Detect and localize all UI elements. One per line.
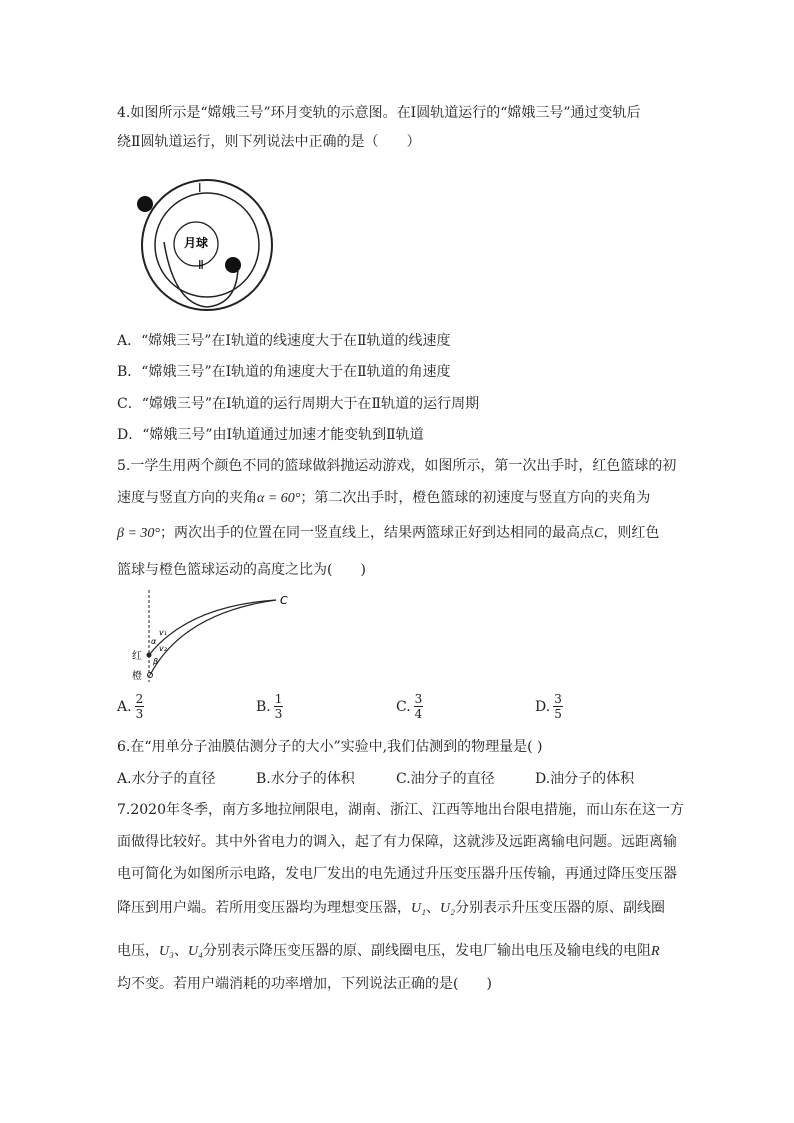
q5-label-alpha: α	[151, 637, 157, 646]
q5-label-c: C	[280, 594, 288, 607]
q5-label-v1: v₁	[159, 628, 167, 637]
q7-stem-line3: 电可简化为如图所示电路，发电厂发出的电先通过升压变压器升压传输，再通过降压变压器	[117, 866, 677, 882]
q4-label-orbit-1: Ⅰ	[198, 181, 202, 195]
q4-orbit-figure	[134, 172, 280, 318]
q4-option-b: B．“嫦娥三号”在Ⅰ轨道的角速度大于在Ⅱ轨道的角速度	[117, 364, 451, 380]
q5-trajectory-figure	[128, 588, 298, 684]
q5-option-a: A. $\frac{2}{3}$	[117, 692, 144, 721]
beta-equation: β = 30°	[117, 526, 161, 541]
q6-option-b: B.水分子的体积	[256, 771, 355, 787]
q4-option-d: D．“嫦娥三号”由Ⅰ轨道通过加速才能变轨到Ⅱ轨道	[117, 427, 424, 443]
q5-stem-line2: 速度与竖直方向的夹角α = 60°；第二次出手时，橙色篮球的初速度与竖直方向的夹角为	[117, 490, 651, 506]
q5-option-d: D. $\frac{3}{5}$	[535, 692, 562, 721]
q6-option-c: C.油分子的直径	[396, 771, 495, 787]
q4-label-moon: 月球	[184, 236, 209, 250]
q7-stem-line2: 面做得比较好。其中外省电力的调入，起了有力保障，这就涉及远距离输电问题。远距离输	[117, 834, 677, 850]
q4-option-c: C．“嫦娥三号”在Ⅰ轨道的运行周期大于在Ⅱ轨道的运行周期	[117, 396, 480, 412]
q7-stem-line4: 降压到用户端。若所用变压器均为理想变压器，U₁、U₂分别表示升压变压器的原、副线圈	[117, 900, 665, 916]
q4-option-a: A．“嫦娥三号”在Ⅰ轨道的线速度大于在Ⅱ轨道的线速度	[117, 333, 451, 349]
q7-stem-line1: 7.2020年冬季，南方多地拉闸限电，湖南、浙江、江西等地出台限电措施，而山东在这一方	[117, 802, 684, 818]
q5-stem-line4: 篮球与橙色篮球运动的高度之比为( )	[117, 562, 366, 578]
q5-option-c: C. $\frac{3}{4}$	[396, 692, 423, 721]
alpha-equation: α = 60°	[257, 491, 301, 506]
q4-stem-line1: 4.如图所示是“嫦娥三号”环月变轨的示意图。在Ⅰ圆轨道运行的“嫦娥三号”通过变轨后	[117, 105, 641, 121]
q5-stem-line1: 5.一学生用两个颜色不同的篮球做斜抛运动游戏，如图所示，第一次出手时，红色篮球的初	[117, 458, 677, 474]
q5-label-v2: v₂	[159, 644, 167, 653]
q6-option-d: D.油分子的体积	[535, 771, 635, 787]
q5-option-b: B. $\frac{1}{3}$	[256, 692, 283, 721]
q5-label-beta: β	[153, 657, 159, 666]
q5-stem-line3: β = 30°；两次出手的位置在同一竖直线上，结果两篮球正好到达相同的最高点C，则红色	[117, 525, 660, 541]
q7-stem-line6: 均不变。若用户端消耗的功率增加，下列说法正确的是( )	[117, 976, 492, 992]
q6-stem: 6.在“用单分子油膜估测分子的大小”实验中,我们估测到的物理量是( )	[117, 739, 543, 755]
q4-label-orbit-2: Ⅱ	[198, 258, 204, 272]
q4-stem-line2: 绕Ⅱ圆轨道运行，则下列说法中正确的是（ ）	[117, 134, 421, 150]
q5-label-orange: 橙	[132, 671, 142, 682]
q6-option-a: A.水分子的直径	[117, 771, 216, 787]
q7-stem-line5: 电压，U₃、U₄分别表示降压变压器的原、副线圈电压，发电厂输出电压及输电线的电阻R	[117, 943, 660, 959]
q5-label-red: 红	[132, 651, 142, 662]
